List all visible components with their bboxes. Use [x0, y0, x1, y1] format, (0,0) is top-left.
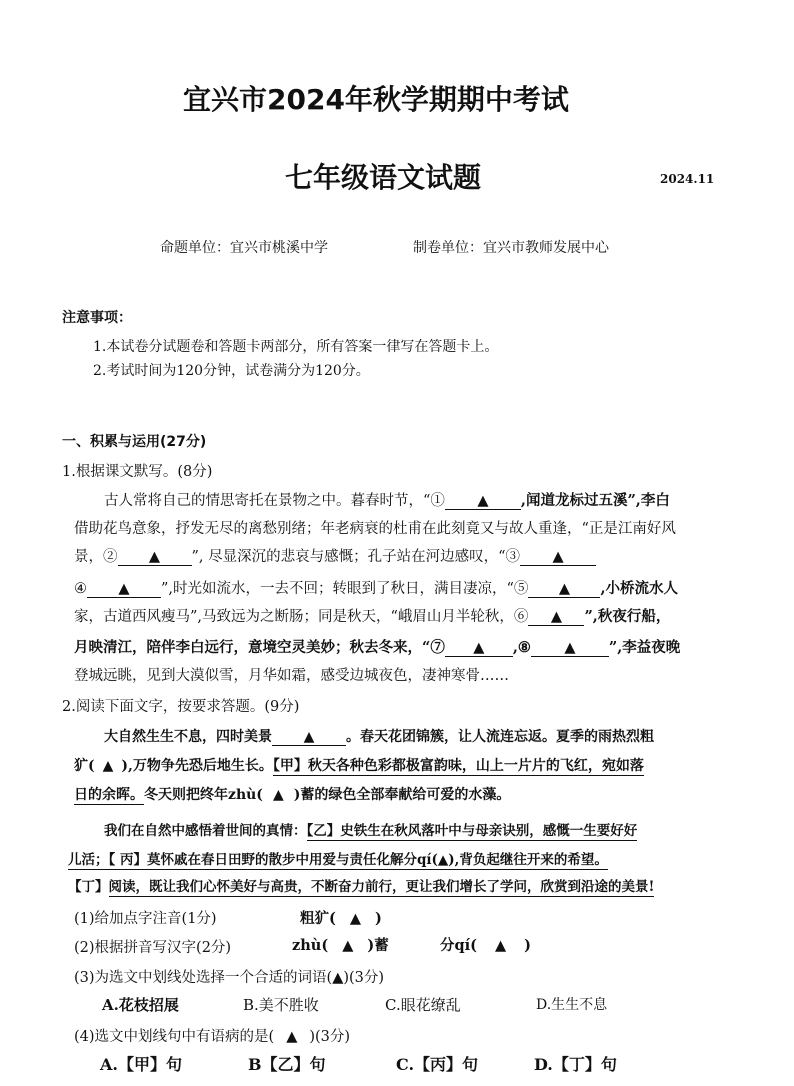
question-title: 2.阅读下面文字，按要求答题。(9分): [62, 699, 300, 715]
sub-question-1: (1)给加点字注音(1分): [74, 911, 217, 927]
reading-line: 犷( ▲ ),万物争先恐后地生长。【甲】秋天各种色彩都极富韵味，山上一片片的飞红，宛如落: [74, 758, 644, 774]
exam-title: 宜兴市2024年秋学期期中考试: [183, 83, 569, 116]
setter-unit: 命题单位：宜兴市桃溪中学: [160, 240, 328, 256]
exam-subtitle: 七年级语文试题: [285, 161, 482, 194]
answer-mark[interactable]: ▲: [342, 937, 354, 954]
answer-blank-8[interactable]: ▲: [531, 640, 609, 657]
reading-line: 我们在自然中感悟着世间的真情：【乙】史铁生在秋风落叶中与母亲诀别，感慨一生要好好: [104, 823, 638, 839]
answer-blank-4[interactable]: ▲: [87, 581, 161, 598]
answer-mark[interactable]: ▲: [286, 1029, 298, 1045]
passage-line: 登城远眺，见到大漠似雪，月华如霜，感受边城夜色，凄神寒骨……: [74, 668, 509, 684]
answer-blank-6[interactable]: ▲: [528, 609, 584, 626]
answer-blank-7[interactable]: ▲: [445, 640, 513, 657]
answer-blank-5[interactable]: ▲: [528, 581, 600, 598]
exam-date: 2024.11: [660, 172, 715, 186]
passage-line: 借助花鸟意象，抒发无尽的离愁别绪；年老病衰的杜甫在此刻竟又与故人重逢，“正是江南好风: [74, 521, 676, 537]
option-a[interactable]: A.花枝招展: [102, 996, 179, 1014]
answer-mark[interactable]: ▲: [272, 787, 284, 803]
sentence-yi: 【乙】史铁生在秋风落叶中与母亲诀别，感慨一生要好好: [306, 823, 638, 839]
sub2-answer-a: zhù( ▲ )蓄: [292, 937, 389, 954]
option-a[interactable]: A.【甲】句: [100, 1055, 182, 1074]
printer-unit: 制卷单位：宜兴市教师发展中心: [413, 240, 609, 256]
sub2-answer-b: 分qí( ▲ ): [440, 937, 532, 954]
option-c[interactable]: C.【丙】句: [396, 1055, 479, 1074]
notice-item: 1.本试卷分试题卷和答题卡两部分，所有答案一律写在答题卡上。: [93, 339, 499, 355]
passage-line: 景，② ▲ ”, 尽显深沉的悲哀与感慨；孔子站在河边感叹，“③ ▲: [74, 545, 596, 566]
notice-heading: 注意事项：: [62, 310, 132, 326]
sentence-jia: 【甲】秋天各种色彩都极富韵味，山上一片片的飞红，宛如落: [272, 758, 644, 774]
option-d[interactable]: D.【丁】句: [534, 1055, 617, 1074]
notice-item: 2.考试时间为120分钟，试卷满分为120分。: [93, 363, 370, 379]
answer-blank-1[interactable]: ▲: [445, 493, 521, 510]
answer-mark[interactable]: ▲: [349, 910, 362, 927]
sub-question-3: (3)为选文中划线处选择一个合适的词语(▲)(3分): [74, 970, 385, 986]
sentence-bing: 儿活；【 丙】莫怀戚在春日田野的散步中用爱与责任化解分qí(▲),背负起继往开来的希望。: [68, 852, 608, 868]
reading-line: 日的余晖。冬天则把终年zhù( ▲ )蓄的绿色全部奉献给可爱的水藻。: [74, 787, 511, 803]
option-c[interactable]: C.眼花缭乱: [385, 996, 461, 1014]
sub-question-2: (2)根据拼音写汉字(2分): [74, 940, 232, 956]
answer-blank-3[interactable]: ▲: [520, 549, 596, 566]
sub-question-4: (4)选文中划线句中有语病的是( ▲ )(3分): [74, 1029, 351, 1045]
answer-blank-2[interactable]: ▲: [118, 549, 192, 566]
reading-line: [68, 848, 608, 868]
sub1-answer: 粗犷( ▲ ): [300, 910, 382, 927]
passage-line: ④ ▲ ”,时光如流水，一去不回；转眼到了秋日，满目凄凉，“⑤ ▲ ,小桥流水人: [74, 580, 678, 597]
reading-line: 【丁】阅读，既让我们心怀美好与高贵，不断奋力前行，更让我们增长了学问，欣赏到沿途的美景!: [68, 879, 655, 895]
sentence-ding: 阅读，既让我们心怀美好与高贵，不断奋力前行，更让我们增长了学问，欣赏到沿途的美景!: [108, 879, 655, 895]
passage-line: 古人常将自己的情思寄托在景物之中。暮春时节，“① ▲ ,闻道龙标过五溪”,李白: [104, 492, 670, 509]
passage-line: 家，古道西风瘦马”,马致远为之断肠；同是秋天，“峨眉山月半轮秋，⑥ ▲ ”,秋夜行船，: [74, 608, 671, 625]
answer-mark[interactable]: ▲: [495, 937, 507, 954]
section-heading: 一、积累与运用(27分): [62, 434, 207, 450]
option-d[interactable]: D.生生不息: [536, 997, 608, 1013]
option-b[interactable]: B【乙】句: [248, 1055, 326, 1074]
passage-line: 月映清江，陪伴李白远行，意境空灵美妙；秋去冬来，“⑦ ▲ ,⑧ ▲ ”,李益夜晚: [74, 639, 681, 656]
reading-line: 大自然生生不息，四时美景 ▲ 。春天花团锦簇，让人流连忘返。夏季的雨热烈粗: [104, 729, 654, 745]
option-b[interactable]: B.美不胜收: [243, 996, 319, 1014]
answer-blank-q2[interactable]: ▲: [272, 729, 346, 746]
answer-mark[interactable]: ▲: [102, 758, 114, 774]
question-title: 1.根据课文默写。(8分): [62, 464, 213, 480]
